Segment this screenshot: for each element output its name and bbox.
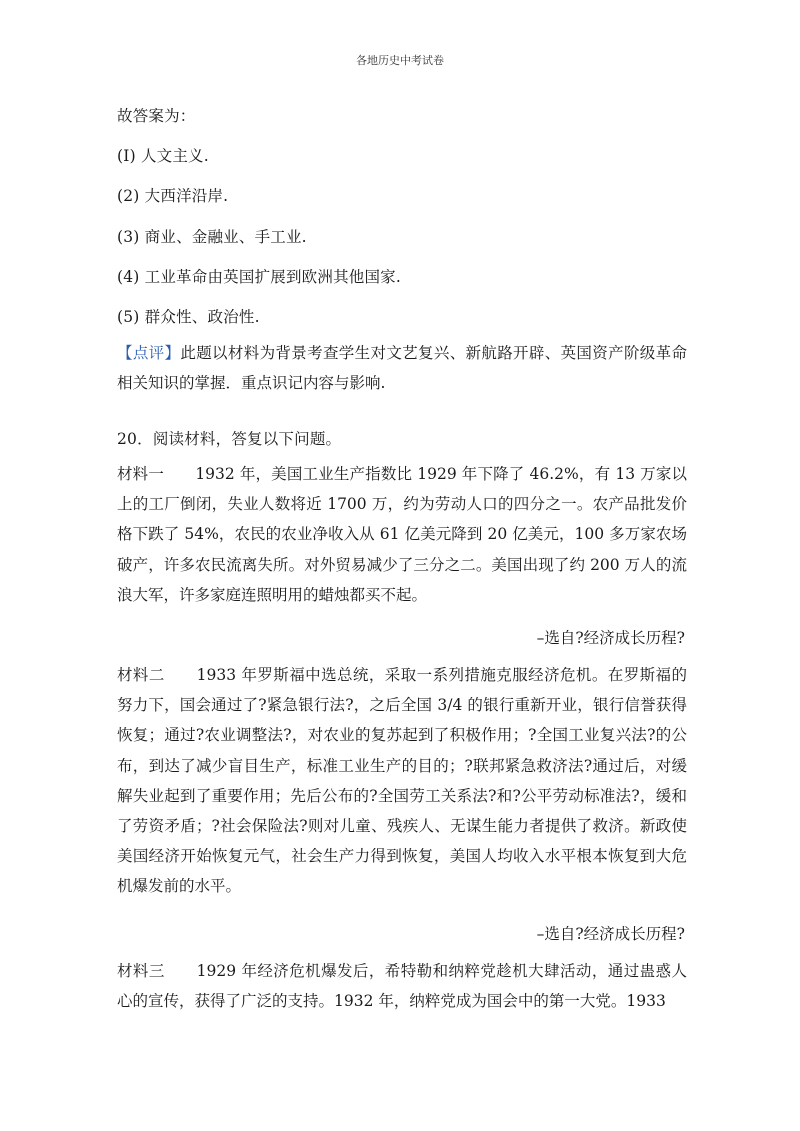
- answer-intro: 故答案为：: [117, 107, 196, 125]
- answer-item: (2) 大西洋沿岸.: [117, 187, 229, 205]
- comment-text: 此题以材料为背景考查学生对文艺复兴、新航路开辟、英国资产阶级革命相关知识的掌握．重点识记内容与影响.: [117, 344, 687, 393]
- answer-item: (I) 人文主义.: [117, 147, 209, 165]
- material-two: 材料二 1933 年罗斯福中选总统，采取一系列措施克服经济危机。在罗斯福的努力下，国会通过了?紧急银行法?，之后全国 3/4 的银行重新开业，银行信誉获得恢复；通过?农业调整法?，对农业的复苏起到了积极作用；?全国工业复兴法?的公布，到达了减少盲目生产，标准工业生产的目的；?联邦紧急救济法?通过后，对缓解失业起到了重要作用；先后公布的?全国劳工关系法?和?公平劳动标准法?，缓和了劳资矛盾；?社会保险法?则对儿童、残疾人、无谋生能力者提供了救济。新政使美国经济开始恢复元气，社会生产力得到恢复，美国人均收入水平根本恢复到大危机爆发前的水平。: [117, 666, 687, 896]
- material-three: 材料三 1929 年经济危机爆发后，希特勒和纳粹党趁机大肆活动，通过蛊惑人心的宣传，获得了广泛的支持。1932 年，纳粹党成为国会中的第一大党。1933: [117, 962, 687, 1011]
- answer-item: (4) 工业革命由英国扩展到欧洲其他国家.: [117, 268, 402, 286]
- comment-paragraph: [117, 338, 687, 398]
- question-title: 20．阅读材料，答复以下问题。: [117, 430, 342, 448]
- material-one-source: –选自?经济成长历程?: [536, 629, 685, 647]
- answer-item: (3) 商业、金融业、手工业.: [117, 228, 307, 246]
- page-header: 各地历史中考试卷: [356, 54, 444, 67]
- comment-tag: 【点评】: [117, 344, 181, 362]
- material-two-source: –选自?经济成长历程?: [536, 925, 685, 943]
- material-one: 材料一 1932 年，美国工业生产指数比 1929 年下降了 46.2%，有 13 万家以上的工厂倒闭，失业人数将近 1700 万，约为劳动人口的四分之一。农产品批发价格下跌了 54%，农民的农业净收入从 61 亿美元降到 20 亿美元，100 多万家农场破产，许多农民流离失所。对外贸易减少了三分之二。美国出现了约 200 万人的流浪大军，许多家庭连照明用的蜡烛都买不起。: [117, 465, 687, 604]
- answer-item: (5) 群众性、政治性.: [117, 308, 260, 326]
